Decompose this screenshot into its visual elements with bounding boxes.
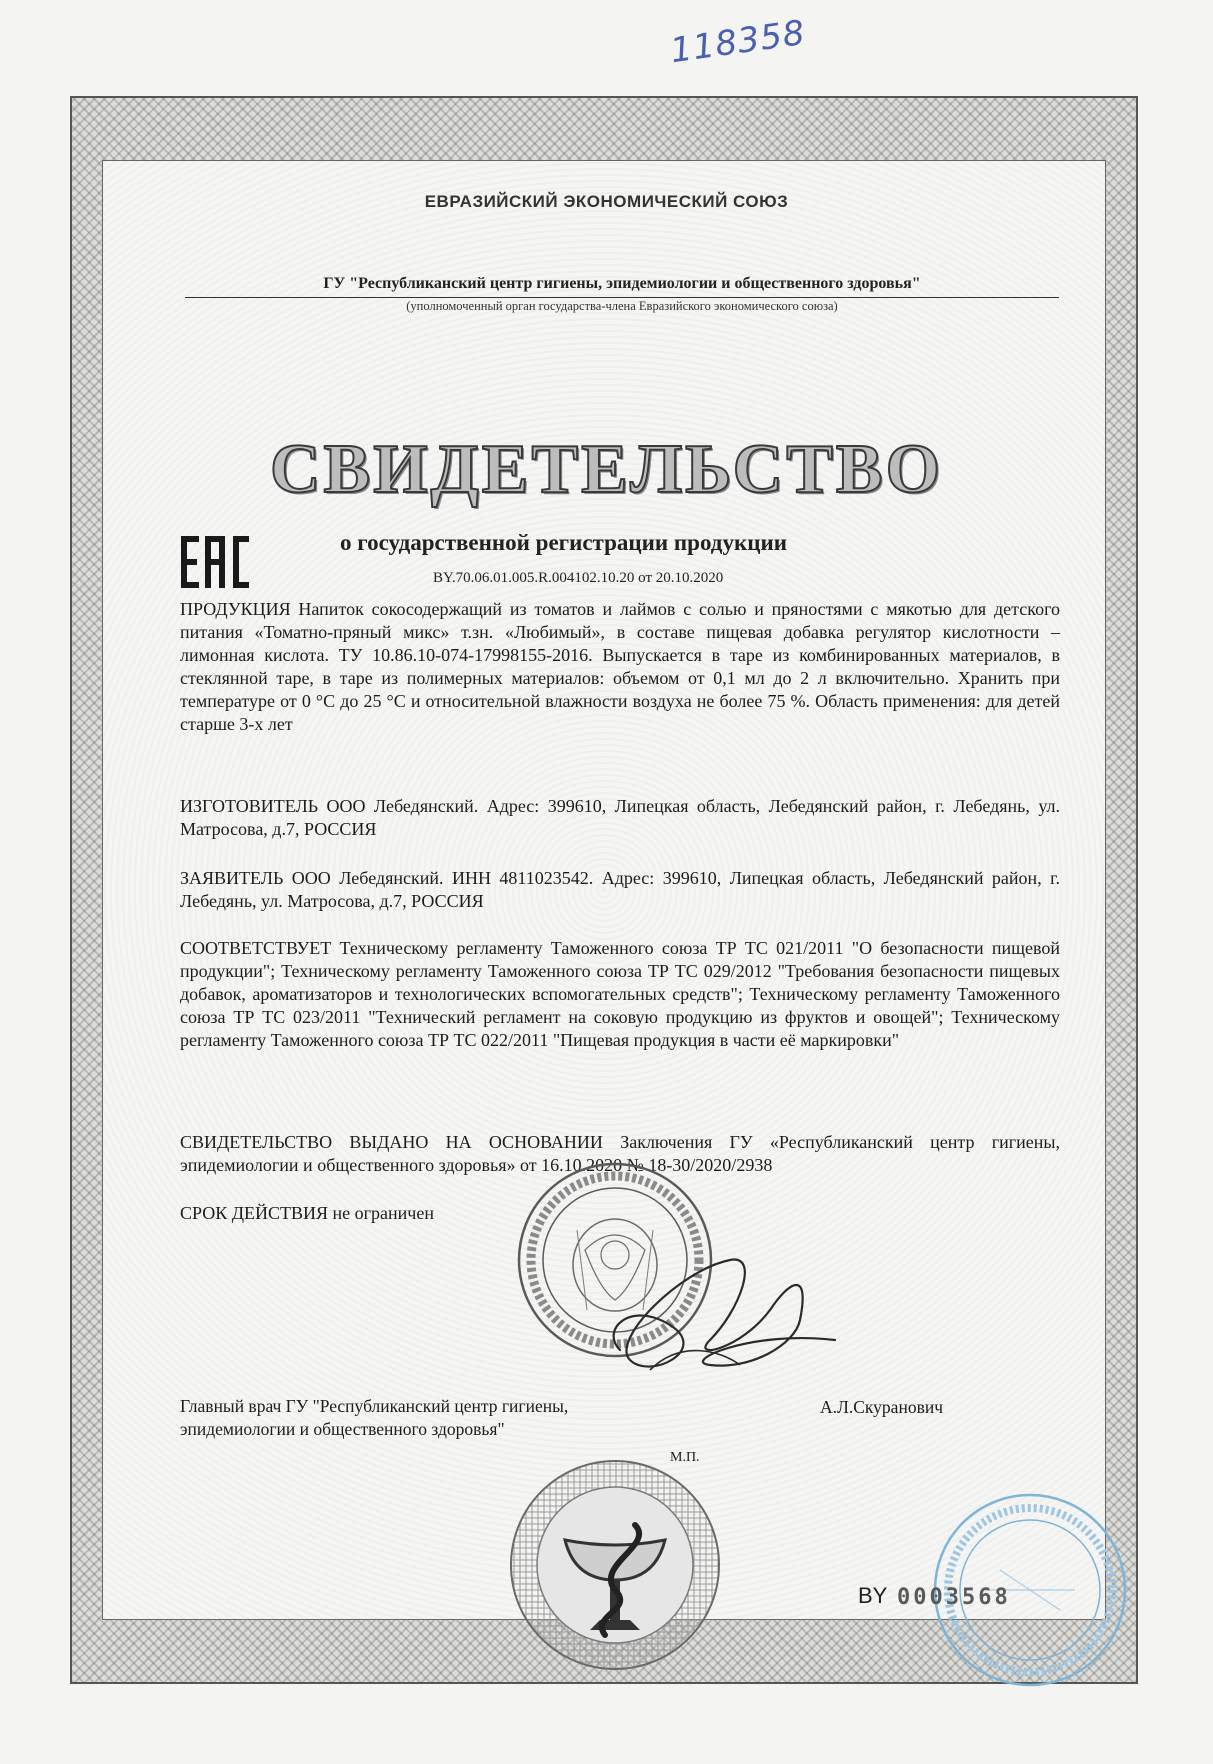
issuing-organ-name: ГУ "Республиканский центр гигиены, эпидемиологии и общественного здоровья" <box>323 275 921 292</box>
certificate-title: СВИДЕТЕЛЬСТВО <box>269 431 944 508</box>
conformity-regulations: Техническому регламенту Таможенного союза ТР ТС 021/2011 "О безопасности пищевой продукции"; Техническому регламенту Таможенного союза ТР ТС 029/2012 "Требования безопасности пищевых добавок, ароматизаторов и технологических вспомогательных средств"; Техническому регламенту Таможенного союза ТР ТС 023/2011 "Технический регламент на соковую продукцию из фруктов и овощей"; Техническому регламенту Таможенного союза ТР ТС 022/2011 "Пищевая продукция в части её маркировки" <box>180 938 1060 1050</box>
applicant-label: ЗАЯВИТЕЛЬ <box>180 868 284 888</box>
issuing-organ-caption: (уполномоченный орган государства-члена Евразийского экономического союза) <box>406 299 838 313</box>
eac-conformity-icon <box>181 536 249 588</box>
validity-label: СРОК ДЕЙСТВИЯ <box>180 1203 329 1223</box>
issuance-basis-label: СВИДЕТЕЛЬСТВО ВЫДАНО НА ОСНОВАНИИ <box>180 1132 603 1152</box>
union-name-header: ЕВРАЗИЙСКИЙ ЭКОНОМИЧЕСКИЙ СОЮЗ <box>424 192 789 211</box>
conformity-section <box>180 937 1060 1052</box>
conformity-label: СООТВЕТСТВУЕТ <box>180 938 332 958</box>
certificate-subtitle: о государственной регистрации продукции <box>340 530 787 555</box>
handwritten-signature <box>590 1230 840 1390</box>
product-section <box>180 598 1060 736</box>
manufacturer-label: ИЗГОТОВИТЕЛЬ <box>180 796 319 816</box>
signer-name: А.Л.Скуранович <box>820 1397 943 1417</box>
product-description: Напиток сокосодержащий из томатов и лаймов с солью и пряностями с мякотью для детского питания «Томатно-пряный микс» т.зн. «Любимый», в составе пищевая добавка регулятор кислотности – лимонная кислота. ТУ 10.86.10-074-17998155-2016. Выпускается в таре из комбинированных материалов, в стеклянной таре, в таре из полимерных материалов: объемом от 0,1 мл до 2 л включительно. Хранить при температуре от 0 °C до 25 °C и относительной влажности воздуха не более 75 %. Область применения: для детей старше 3-х лет <box>180 599 1061 734</box>
organ-underline-divider <box>185 297 1059 298</box>
form-serial-number: 0003568 <box>897 1585 1011 1610</box>
handwritten-document-number: 118358 <box>667 12 808 72</box>
issuance-basis-details: Заключения ГУ «Республиканский центр гигиены, эпидемиологии и общественного здоровья» от 16.10.2020 № 18-30/2020/2938 <box>180 1132 1060 1175</box>
manufacturer-section <box>180 795 1060 841</box>
hologram-emblem-icon <box>505 1455 725 1675</box>
registration-number: BY.70.06.01.005.R.004102.10.20 от 20.10.2020 <box>433 570 724 586</box>
manufacturer-details: ООО Лебедянский. Адрес: 399610, Липецкая область, Лебедянский район, г. Лебедянь, ул. Матросова, д.7, РОССИЯ <box>180 796 1061 839</box>
form-series-code: BY <box>858 1583 888 1608</box>
applicant-section <box>180 867 1060 913</box>
signer-position: Главный врач ГУ "Республиканский центр гигиены, эпидемиологии и общественного здоровья" <box>180 1396 569 1439</box>
product-label: ПРОДУКЦИЯ <box>180 599 291 619</box>
validity-value: не ограничен <box>332 1203 434 1223</box>
applicant-details: ООО Лебедянский. ИНН 4811023542. Адрес: 399610, Липецкая область, Лебедянский район, г. Лебедянь, ул. Матросова, д.7, РОССИЯ <box>180 868 1060 911</box>
seal-place-label: М.П. <box>670 1450 700 1465</box>
